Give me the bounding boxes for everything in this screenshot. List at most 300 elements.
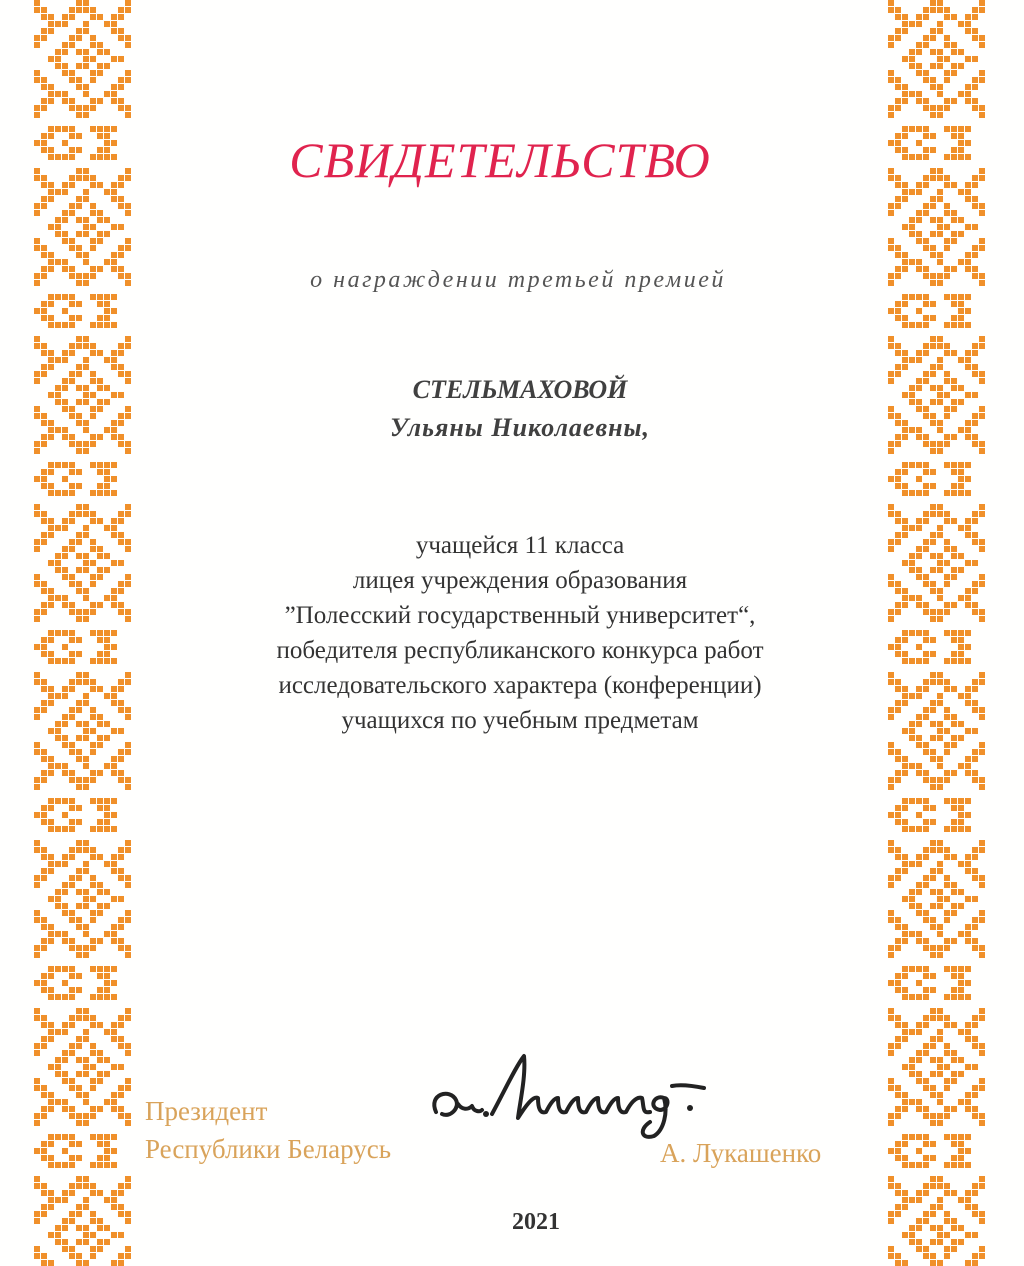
ornament-cell <box>888 210 894 216</box>
ornament-cell <box>83 49 89 55</box>
ornament-cell <box>888 504 894 510</box>
ornament-cell <box>90 462 96 468</box>
ornament-cell <box>62 49 68 55</box>
ornament-cell <box>55 259 61 265</box>
ornament-cell <box>97 462 103 468</box>
ornament-cell <box>111 728 117 734</box>
ornament-cell <box>90 14 96 20</box>
ornament-cell <box>34 917 40 923</box>
ornament-cell <box>83 399 89 405</box>
ornament-cell <box>930 917 936 923</box>
ornament-cell <box>62 553 68 559</box>
ornament-cell <box>930 819 936 825</box>
ornament-cell <box>965 350 971 356</box>
ornament-cell <box>958 1099 964 1105</box>
ornament-cell <box>944 574 950 580</box>
ornament-cell <box>895 637 901 643</box>
ornament-cell <box>48 98 54 104</box>
ornament-cell <box>937 49 943 55</box>
ornament-cell <box>979 112 985 118</box>
ornament-cell <box>965 658 971 664</box>
ornament-cell <box>944 630 950 636</box>
ornament-cell <box>951 546 957 552</box>
ornament-cell <box>48 987 54 993</box>
ornament-cell <box>944 42 950 48</box>
ornament-cell <box>909 861 915 867</box>
ornament-cell <box>937 896 943 902</box>
ornament-cell <box>888 882 894 888</box>
ornament-cell <box>909 1197 915 1203</box>
ornament-cell <box>972 273 978 279</box>
ornament-cell <box>937 728 943 734</box>
ornament-cell <box>979 406 985 412</box>
ornament-cell <box>895 1183 901 1189</box>
ornament-cell <box>951 315 957 321</box>
ornament-cell <box>83 1183 89 1189</box>
ornament-cell <box>944 105 950 111</box>
ornament-cell <box>111 1162 117 1168</box>
ornament-cell <box>916 966 922 972</box>
ornament-cell <box>895 1092 901 1098</box>
ornament-cell <box>979 1183 985 1189</box>
ornament-cell <box>48 1064 54 1070</box>
ornament-cell <box>118 686 124 692</box>
ornament-cell <box>965 392 971 398</box>
ornament-cell <box>76 1071 82 1077</box>
ornament-cell <box>930 0 936 6</box>
ornament-cell <box>958 630 964 636</box>
ornament-cell <box>923 413 929 419</box>
ornament-cell <box>83 735 89 741</box>
ornament-cell <box>76 511 82 517</box>
ornament-cell <box>916 126 922 132</box>
ornament-cell <box>958 693 964 699</box>
ornament-cell <box>83 560 89 566</box>
ornament-cell <box>965 1022 971 1028</box>
ornament-cell <box>83 189 89 195</box>
ornament-cell <box>979 546 985 552</box>
ornament-cell <box>923 1190 929 1196</box>
ornament-cell <box>118 56 124 62</box>
ornament-cell <box>888 0 894 6</box>
ornament-cell <box>76 301 82 307</box>
ornament-cell <box>55 392 61 398</box>
ornament-cell <box>125 945 131 951</box>
ornament-cell <box>62 70 68 76</box>
body-line: исследовательского характера (конференции) <box>278 672 762 699</box>
ornament-cell <box>55 735 61 741</box>
ornament-cell <box>979 448 985 454</box>
ornament-cell <box>972 854 978 860</box>
ornament-cell <box>923 1050 929 1056</box>
ornament-cell <box>979 203 985 209</box>
ornament-cell <box>118 945 124 951</box>
ornament-cell <box>62 567 68 573</box>
ornament-cell <box>97 1106 103 1112</box>
ornament-cell <box>965 294 971 300</box>
ornament-cell <box>951 217 957 223</box>
ornament-cell <box>916 994 922 1000</box>
ornament-cell <box>97 987 103 993</box>
ornament-cell <box>118 203 124 209</box>
ornament-cell <box>111 861 117 867</box>
ornament-cell <box>930 483 936 489</box>
ornament-cell <box>930 721 936 727</box>
ornament-cell <box>958 1162 964 1168</box>
ornament-cell <box>118 1113 124 1119</box>
ornament-cell <box>937 945 943 951</box>
ornament-cell <box>62 938 68 944</box>
ornament-cell <box>118 28 124 34</box>
ornament-cell <box>83 868 89 874</box>
ornament-cell <box>888 1176 894 1182</box>
ornament-cell <box>118 707 124 713</box>
ornament-cell <box>34 210 40 216</box>
ornament-cell <box>111 686 117 692</box>
ornament-cell <box>76 651 82 657</box>
ornament-cell <box>41 7 47 13</box>
ornament-cell <box>916 357 922 363</box>
ornament-cell <box>895 518 901 524</box>
ornament-cell <box>923 1162 929 1168</box>
ornament-cell <box>48 1022 54 1028</box>
ornament-cell <box>937 259 943 265</box>
ornament-cell <box>930 105 936 111</box>
ornament-cell <box>69 966 75 972</box>
ornament-cell <box>62 1106 68 1112</box>
ornament-cell <box>48 1204 54 1210</box>
ornament-cell <box>90 1113 96 1119</box>
ornament-cell <box>972 420 978 426</box>
ornament-cell <box>923 245 929 251</box>
ornament-cell <box>916 686 922 692</box>
ornament-cell <box>97 490 103 496</box>
ornament-cell <box>97 266 103 272</box>
ornament-cell <box>909 896 915 902</box>
ornament-cell <box>97 315 103 321</box>
ornament-cell <box>69 910 75 916</box>
ornament-cell <box>76 0 82 6</box>
ornament-cell <box>909 392 915 398</box>
ornament-cell <box>902 819 908 825</box>
ornament-cell <box>83 1008 89 1014</box>
ornament-cell <box>90 245 96 251</box>
ornament-cell <box>923 1253 929 1259</box>
ornament-cell <box>895 847 901 853</box>
ornament-cell <box>48 133 54 139</box>
ornament-cell <box>111 364 117 370</box>
ornament-cell <box>888 847 894 853</box>
ornament-cell <box>48 91 54 97</box>
ornament-cell <box>888 1218 894 1224</box>
ornament-cell <box>90 714 96 720</box>
ornament-cell <box>83 1232 89 1238</box>
ornament-cell <box>909 1064 915 1070</box>
ornament-cell <box>930 987 936 993</box>
ornament-cell <box>111 434 117 440</box>
ornament-cell <box>41 917 47 923</box>
ornament-cell <box>902 182 908 188</box>
ornament-cell <box>55 56 61 62</box>
ornament-cell <box>83 1113 89 1119</box>
ornament-cell <box>97 469 103 475</box>
ornament-cell <box>111 21 117 27</box>
ornament-cell <box>944 126 950 132</box>
ornament-cell <box>951 1050 957 1056</box>
ornament-cell <box>965 595 971 601</box>
ornament-cell <box>62 854 68 860</box>
ornament-cell <box>972 518 978 524</box>
ornament-cell <box>48 826 54 832</box>
ornament-cell <box>916 658 922 664</box>
ornament-cell <box>76 1176 82 1182</box>
ornament-cell <box>118 343 124 349</box>
ornament-cell <box>55 322 61 328</box>
ornament-cell <box>69 1218 75 1224</box>
ornament-cell <box>125 273 131 279</box>
ornament-cell <box>979 413 985 419</box>
ornament-cell <box>104 49 110 55</box>
ornament-cell <box>972 7 978 13</box>
ornament-cell <box>83 91 89 97</box>
ornament-cell <box>958 126 964 132</box>
ornament-cell <box>90 392 96 398</box>
ornament-cell <box>916 1225 922 1231</box>
ornament-cell <box>83 952 89 958</box>
ornament-cell <box>69 182 75 188</box>
ornament-cell <box>972 84 978 90</box>
ornament-cell <box>48 294 54 300</box>
ornament-cell <box>83 7 89 13</box>
ornament-cell <box>930 1113 936 1119</box>
ornament-cell <box>937 273 943 279</box>
ornament-cell <box>923 406 929 412</box>
ornament-cell <box>895 609 901 615</box>
ornament-cell <box>76 231 82 237</box>
ornament-cell <box>902 560 908 566</box>
ornament-cell <box>916 182 922 188</box>
ornament-cell <box>62 644 68 650</box>
ornament-cell <box>923 1183 929 1189</box>
ornament-cell <box>937 532 943 538</box>
ornament-cell <box>916 574 922 580</box>
ornament-cell <box>965 196 971 202</box>
ornament-cell <box>888 378 894 384</box>
ornament-cell <box>83 1225 89 1231</box>
ornament-cell <box>48 1232 54 1238</box>
ornament-cell <box>930 35 936 41</box>
ornament-cell <box>90 1050 96 1056</box>
ornament-cell <box>118 350 124 356</box>
ornament-cell <box>972 945 978 951</box>
ornament-cell <box>34 343 40 349</box>
ornament-cell <box>895 1015 901 1021</box>
ornament-cell <box>34 546 40 552</box>
ornament-cell <box>965 602 971 608</box>
ornament-cell <box>83 427 89 433</box>
ornament-cell <box>69 1246 75 1252</box>
ornament-cell <box>76 567 82 573</box>
ornament-cell <box>83 721 89 727</box>
ornament-cell <box>923 238 929 244</box>
ornament-cell <box>62 742 68 748</box>
ornament-cell <box>944 945 950 951</box>
ornament-cell <box>83 1029 89 1035</box>
ornament-cell <box>90 70 96 76</box>
ornament-cell <box>111 630 117 636</box>
ornament-cell <box>951 973 957 979</box>
ornament-cell <box>937 0 943 6</box>
ornament-cell <box>965 28 971 34</box>
ornament-cell <box>118 1253 124 1259</box>
ornament-cell <box>90 1232 96 1238</box>
ornament-cell <box>937 91 943 97</box>
ornament-cell <box>104 21 110 27</box>
ornament-cell <box>76 952 82 958</box>
ornament-cell <box>951 889 957 895</box>
ornament-cell <box>111 1190 117 1196</box>
ornament-cell <box>958 1057 964 1063</box>
ornament-cell <box>111 588 117 594</box>
ornament-cell <box>944 798 950 804</box>
ornament-cell <box>118 560 124 566</box>
ornament-cell <box>111 518 117 524</box>
ornament-cell <box>916 294 922 300</box>
ornament-cell <box>48 854 54 860</box>
ornament-cell <box>951 658 957 664</box>
ornament-cell <box>930 168 936 174</box>
ornament-cell <box>111 126 117 132</box>
ornament-cell <box>944 1246 950 1252</box>
ornament-cell <box>69 245 75 251</box>
ornament-cell <box>41 133 47 139</box>
ornament-cell <box>76 875 82 881</box>
ornament-cell <box>118 7 124 13</box>
ornament-cell <box>923 35 929 41</box>
ornament-cell <box>895 266 901 272</box>
ornament-cell <box>41 266 47 272</box>
ornament-cell <box>944 1232 950 1238</box>
ornament-cell <box>965 21 971 27</box>
ornament-cell <box>48 693 54 699</box>
ornament-cell <box>69 938 75 944</box>
ornament-cell <box>958 427 964 433</box>
ornament-cell <box>888 1246 894 1252</box>
ornament-cell <box>916 938 922 944</box>
ornament-cell <box>104 826 110 832</box>
ornament-cell <box>62 980 68 986</box>
ornament-cell <box>888 616 894 622</box>
ornament-cell <box>76 756 82 762</box>
ornament-cell <box>888 1183 894 1189</box>
ornament-cell <box>90 238 96 244</box>
ornament-cell <box>104 637 110 643</box>
ornament-cell <box>937 616 943 622</box>
ornament-cell <box>97 1071 103 1077</box>
ornament-cell <box>97 714 103 720</box>
ornament-cell <box>111 462 117 468</box>
ornament-cell <box>55 154 61 160</box>
ornament-cell <box>83 525 89 531</box>
ornament-cell <box>979 1085 985 1091</box>
ornament-cell <box>902 56 908 62</box>
ornament-cell <box>69 1015 75 1021</box>
ornament-cell <box>916 406 922 412</box>
ornament-cell <box>965 532 971 538</box>
ornament-cell <box>923 1155 929 1161</box>
ornament-cell <box>90 224 96 230</box>
ornament-cell <box>923 7 929 13</box>
ornament-cell <box>930 84 936 90</box>
ornament-cell <box>923 707 929 713</box>
ornament-cell <box>62 889 68 895</box>
ornament-cell <box>41 1106 47 1112</box>
ornament-cell <box>55 1064 61 1070</box>
ornament-cell <box>125 1050 131 1056</box>
ornament-cell <box>944 434 950 440</box>
ornament-cell <box>895 273 901 279</box>
ornament-cell <box>951 686 957 692</box>
ornament-cell <box>979 840 985 846</box>
ornament-cell <box>965 812 971 818</box>
ornament-cell <box>83 700 89 706</box>
ornament-cell <box>125 1246 131 1252</box>
ornament-cell <box>34 1043 40 1049</box>
ornament-cell <box>111 896 117 902</box>
ornament-cell <box>930 301 936 307</box>
ornament-cell <box>895 28 901 34</box>
ornament-cell <box>111 1204 117 1210</box>
ornament-cell <box>111 532 117 538</box>
ornament-cell <box>895 917 901 923</box>
ornament-cell <box>944 462 950 468</box>
ornament-cell <box>76 847 82 853</box>
ornament-cell <box>97 1162 103 1168</box>
ornament-cell <box>916 427 922 433</box>
ornament-cell <box>118 770 124 776</box>
ornament-cell <box>83 1239 89 1245</box>
ornament-cell <box>958 189 964 195</box>
ornament-cell <box>118 1036 124 1042</box>
ornament-cell <box>34 35 40 41</box>
ornament-cell <box>888 273 894 279</box>
ornament-cell <box>972 728 978 734</box>
ornament-cell <box>104 812 110 818</box>
ornament-cell <box>944 245 950 251</box>
ornament-cell <box>888 7 894 13</box>
ornament-cell <box>125 175 131 181</box>
ornament-cell <box>90 42 96 48</box>
ornament-cell <box>902 1022 908 1028</box>
ornament-cell <box>83 105 89 111</box>
ornament-cell <box>923 1078 929 1084</box>
ornament-cell <box>909 889 915 895</box>
ornament-cell <box>937 525 943 531</box>
ornament-cell <box>965 763 971 769</box>
ornament-cell <box>895 1190 901 1196</box>
ornament-cell <box>923 882 929 888</box>
ornament-cell <box>909 259 915 265</box>
ornament-cell <box>48 301 54 307</box>
ornament-cell <box>944 1085 950 1091</box>
ornament-cell <box>895 581 901 587</box>
ornament-cell <box>944 679 950 685</box>
ornament-cell <box>902 224 908 230</box>
ornament-cell <box>90 1211 96 1217</box>
ornament-cell <box>90 322 96 328</box>
ornament-cell <box>69 777 75 783</box>
ornament-cell <box>97 973 103 979</box>
